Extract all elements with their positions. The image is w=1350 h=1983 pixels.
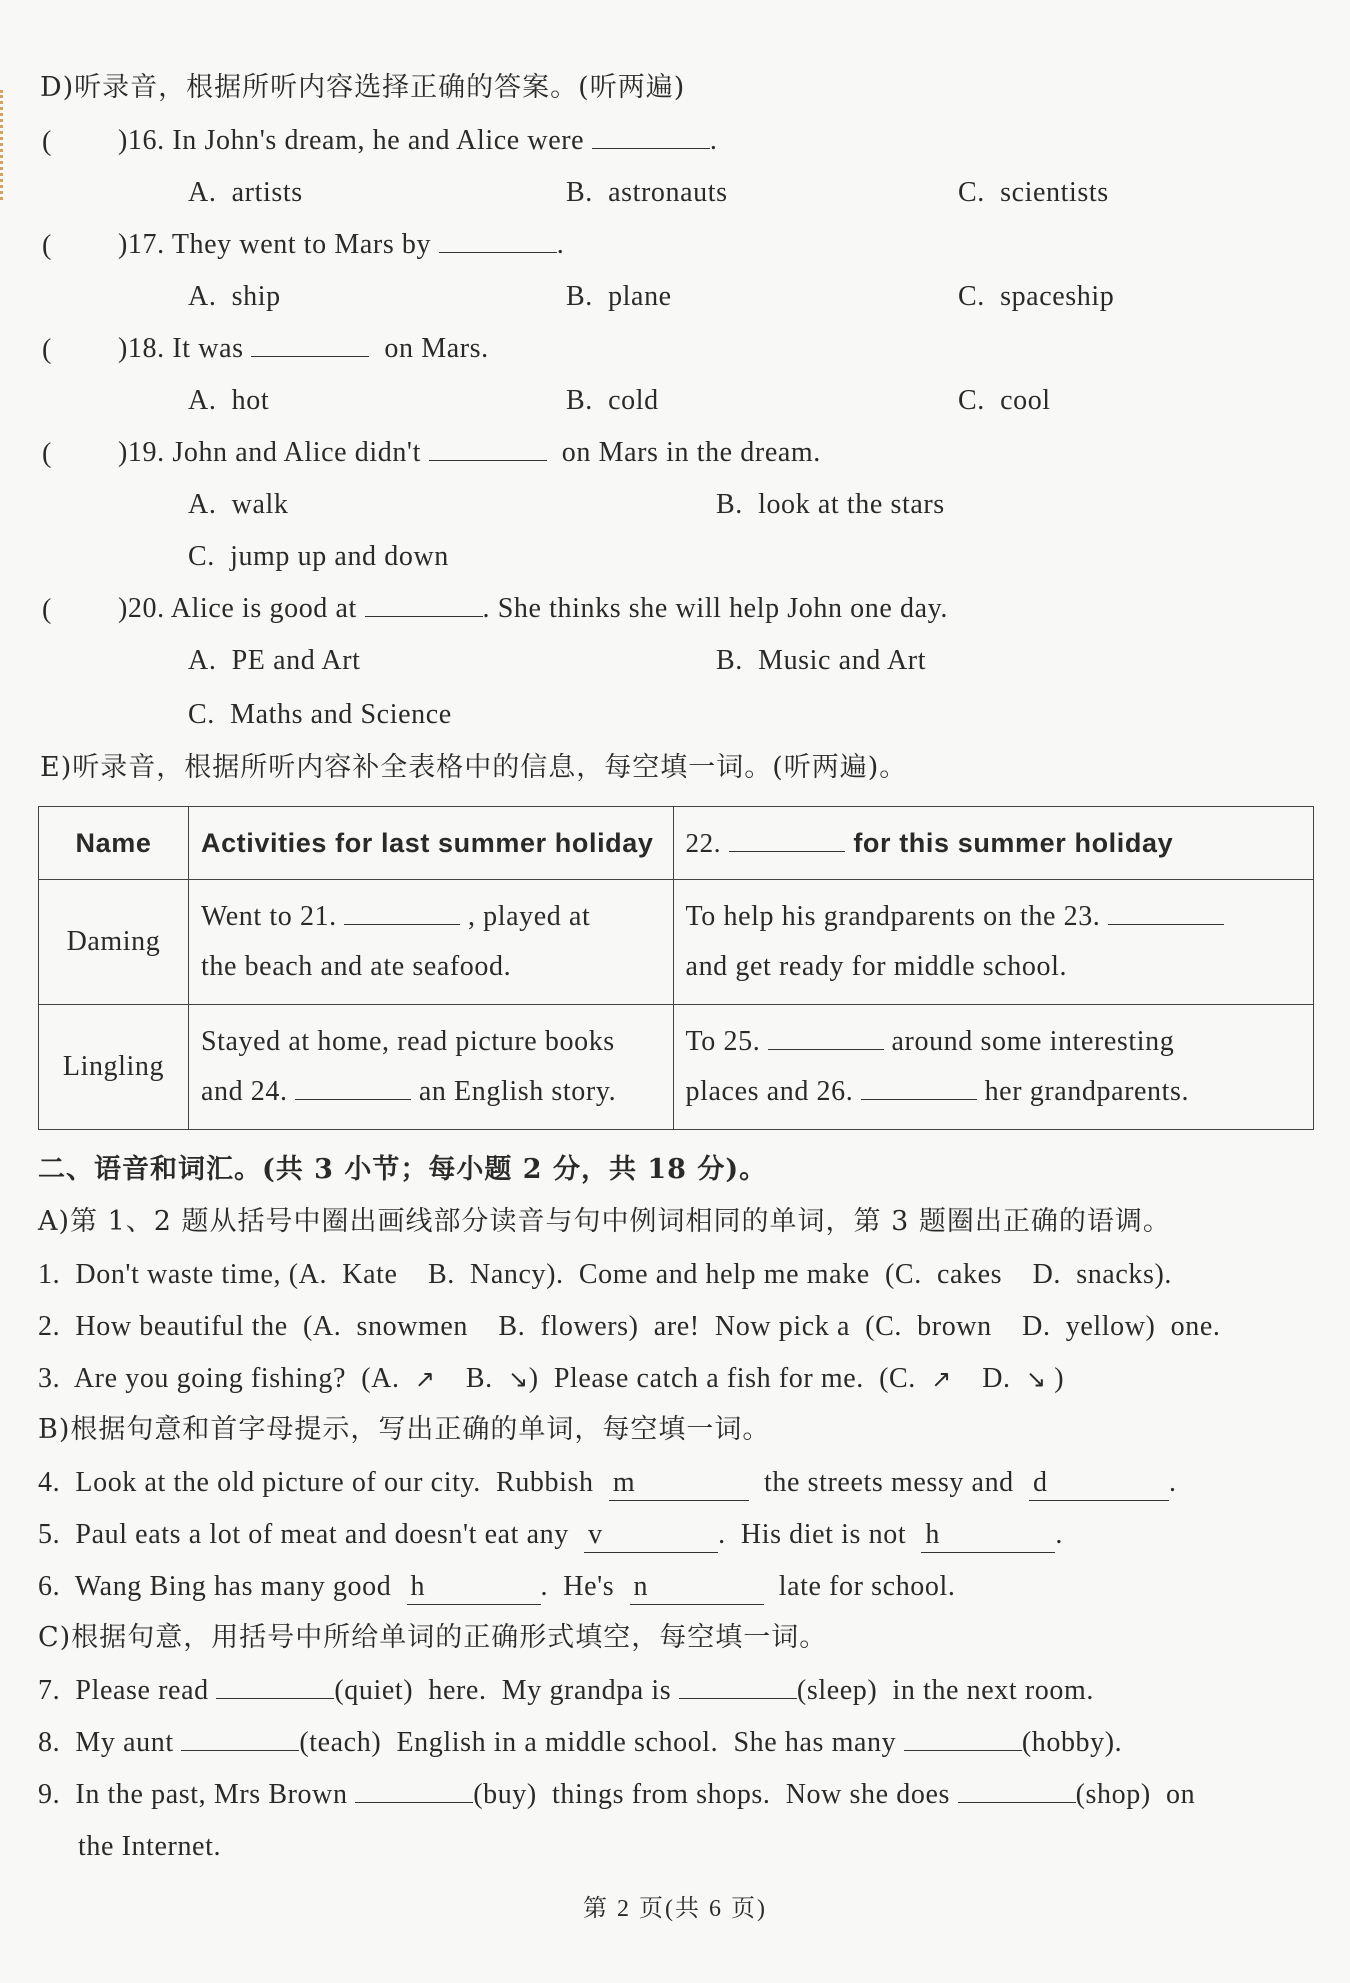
lingling-last-summer: Stayed at home, read picture books and 24. an English story. xyxy=(188,1005,673,1130)
option-16c: C. scientists xyxy=(958,177,1109,208)
answer-paren: ( xyxy=(42,126,52,157)
activities-table xyxy=(38,806,1314,1130)
question-6: 6. Wang Bing has many good h . He's n late for school. xyxy=(38,1570,955,1605)
question-4: 4. Look at the old picture of our city. Rubbish m the streets messy and d . xyxy=(38,1466,1177,1501)
section-e-heading: E)听录音，根据所听内容补全表格中的信息，每空填一词。(听两遍)。 xyxy=(40,752,908,783)
margin-binding-mark xyxy=(0,90,7,200)
option-18a: A. hot xyxy=(188,385,270,416)
header-this-summer: 22. for this summer holiday xyxy=(673,807,1313,880)
question-2: 2. How beautiful the (A. snowmen B. flowers) are! Now pick a (C. brown D. yellow) one. xyxy=(38,1311,1221,1342)
question-9-continued: the Internet. xyxy=(78,1831,222,1862)
header-last-summer: Activities for last summer holiday xyxy=(188,807,673,880)
option-20b: B. Music and Art xyxy=(716,645,927,676)
question-16: )16. In John's dream, he and Alice were . xyxy=(118,125,718,156)
sub-b-heading: B)根据句意和首字母提示，写出正确的单词，每空填一词。 xyxy=(38,1414,771,1445)
sub-c-heading: C)根据句意，用括号中所给单词的正确形式填空，每空填一词。 xyxy=(38,1622,828,1653)
table-header-row xyxy=(39,807,1314,880)
section-d-heading: D)听录音，根据所听内容选择正确的答案。(听两遍) xyxy=(40,72,686,103)
table-row xyxy=(39,880,1314,1005)
header-name: Name xyxy=(39,807,189,880)
question-19: )19. John and Alice didn't on Mars in the dream. xyxy=(118,437,821,468)
sub-a-heading: A)第 1、2 题从括号中圈出画线部分读音与句中例词相同的单词，第 3 题圈出正确的语调。 xyxy=(38,1206,1171,1237)
answer-paren: ( xyxy=(42,334,52,365)
daming-this-summer: To help his grandparents on the 23. and get ready for middle school. xyxy=(673,880,1313,1005)
answer-paren: ( xyxy=(42,230,52,261)
question-9: 9. In the past, Mrs Brown (buy) things from shops. Now she does (shop) on xyxy=(38,1779,1196,1810)
option-17c: C. spaceship xyxy=(958,281,1115,312)
option-19a: A. walk xyxy=(188,489,289,520)
page-footer: 第 2 页(共 6 页) xyxy=(583,1896,767,1922)
question-1: 1. Don't waste time, (A. Kate B. Nancy). Come and help me make (C. cakes D. snacks). xyxy=(38,1259,1172,1290)
rising-tone-icon: ↗ xyxy=(414,1365,436,1393)
option-19c: C. jump up and down xyxy=(188,541,449,572)
question-5: 5. Paul eats a lot of meat and doesn't eat any v . His diet is not h . xyxy=(38,1518,1063,1553)
question-18: )18. It was on Mars. xyxy=(118,333,489,364)
table-row xyxy=(39,1005,1314,1130)
daming-last-summer: Went to 21. , played at the beach and ate seafood. xyxy=(188,880,673,1005)
option-20a: A. PE and Art xyxy=(188,645,361,676)
answer-paren: ( xyxy=(42,594,52,625)
falling-tone-icon: ↘ xyxy=(1025,1365,1047,1393)
option-16a: A. artists xyxy=(188,177,303,208)
question-3: 3. Are you going fishing? (A. ↗ B. ↘) Please catch a fish for me. (C. ↗ D. ↘ ) xyxy=(38,1363,1065,1394)
question-17: )17. They went to Mars by . xyxy=(118,229,565,260)
answer-paren: ( xyxy=(42,438,52,469)
option-19b: B. look at the stars xyxy=(716,489,945,520)
option-16b: B. astronauts xyxy=(566,177,728,208)
question-8: 8. My aunt (teach) English in a middle school. She has many (hobby). xyxy=(38,1727,1123,1758)
option-17b: B. plane xyxy=(566,281,672,312)
option-18c: C. cool xyxy=(958,385,1051,416)
part2-heading: 二、语音和词汇。(共 3 小节；每小题 2 分，共 18 分)。 xyxy=(38,1154,768,1185)
question-7: 7. Please read (quiet) here. My grandpa is (sleep) in the next room. xyxy=(38,1675,1094,1706)
lingling-this-summer: To 25. around some interesting places and 26. her grandparents. xyxy=(673,1005,1313,1130)
row-name-lingling: Lingling xyxy=(39,1005,189,1130)
rising-tone-icon: ↗ xyxy=(931,1365,952,1393)
question-20: )20. Alice is good at . She thinks she will help John one day. xyxy=(118,593,949,624)
option-18b: B. cold xyxy=(566,385,659,416)
option-20c: C. Maths and Science xyxy=(188,699,452,730)
falling-tone-icon: ↘ xyxy=(507,1365,529,1393)
option-17a: A. ship xyxy=(188,281,281,312)
row-name-daming: Daming xyxy=(39,880,189,1005)
